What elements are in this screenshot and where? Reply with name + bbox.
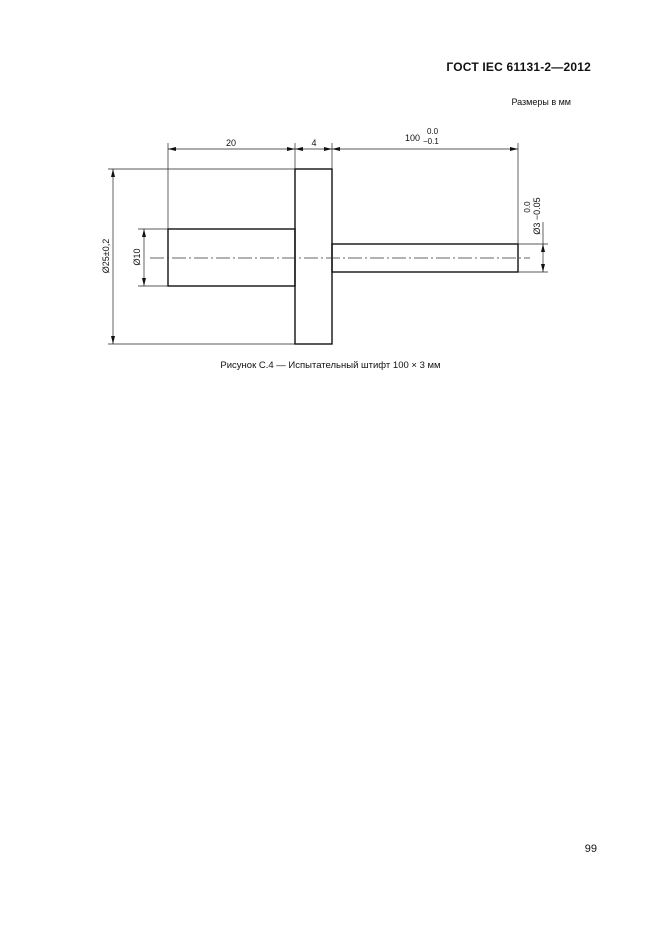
dim-pin-diameter-tol-upper: 0.0 (523, 201, 532, 213)
dim-flange-thickness-label: 4 (311, 138, 317, 148)
document-header: ГОСТ IEC 61131-2—2012 (446, 60, 591, 74)
pin-head-body (168, 229, 295, 286)
units-note: Размеры в мм (511, 97, 571, 107)
dim-pin-diameter-label: Ø3 −0.05 (532, 197, 542, 235)
dim-pin-length-tol-lower: −0.1 (423, 137, 439, 146)
dim-pin-length-label: 100 (404, 133, 420, 143)
dim-head-length-label: 20 (225, 138, 237, 148)
pin-flange-body (295, 169, 332, 344)
page-number: 99 (584, 843, 597, 855)
dim-flange-diameter-label: Ø25±0,2 (101, 238, 111, 274)
figure-caption: Рисунок С.4 — Испытательный штифт 100 × 3 мм (220, 360, 441, 371)
dim-head-diameter-label: Ø10 (132, 248, 142, 266)
dim-pin-length-tol-upper: 0.0 (427, 127, 439, 136)
